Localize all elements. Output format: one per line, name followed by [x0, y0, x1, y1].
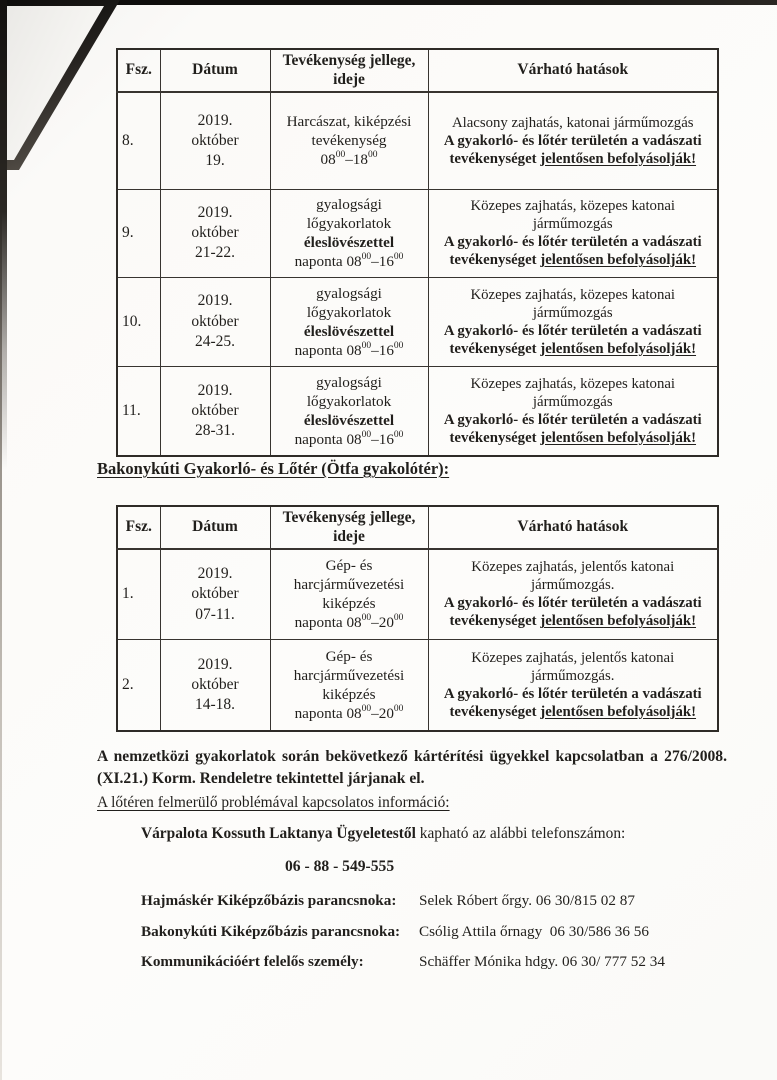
- effects-warning-underlined: jelentősen befolyásolják!: [540, 340, 697, 357]
- table-row: [117, 549, 718, 639]
- header-activity: Tevékenység jellege, ideje: [270, 49, 428, 92]
- table-row: [117, 366, 718, 456]
- time-start: naponta 08: [294, 341, 362, 359]
- date-month: október: [191, 401, 239, 419]
- effects-warning-text: A gyakorló- és lőtér területén a vadászati tevékenységet: [443, 322, 702, 357]
- effects-cell: [428, 92, 718, 189]
- time-start: naponta 08: [294, 253, 362, 271]
- time-end: –20: [371, 614, 394, 632]
- date-days: 14-18.: [194, 696, 236, 713]
- date-month: október: [191, 131, 239, 149]
- time-start-sup: 00: [361, 252, 372, 263]
- header-effects: Várható hatások: [428, 506, 718, 549]
- duty-line-rest: kapható az alábbi telefonszámon:: [415, 825, 626, 842]
- date-cell: [160, 277, 270, 366]
- effects-warning: [433, 233, 714, 269]
- table-row: [117, 189, 718, 277]
- time-end: –16: [371, 253, 394, 271]
- effects-noise: Alacsony zajhatás, katonai járműmozgás: [451, 114, 694, 131]
- date-cell: [160, 92, 270, 189]
- time-end-sup: 00: [393, 429, 404, 440]
- activity-cell: [270, 189, 428, 277]
- fsz-cell: 1.: [117, 549, 160, 639]
- date-year: 2019.: [197, 565, 233, 583]
- date-cell: [160, 366, 270, 456]
- time-start-sup: 00: [361, 703, 372, 714]
- time-start-sup: 00: [361, 429, 372, 440]
- time-end: –20: [371, 704, 394, 722]
- activity-time: [275, 613, 424, 632]
- time-start-sup: 00: [361, 613, 372, 624]
- date-year: 2019.: [197, 655, 233, 673]
- header-effects: Várható hatások: [428, 49, 718, 92]
- legal-paragraph: A nemzetközi gyakorlatok során bekövetkező kártérítési ügyekkel kapcsolatban a 276/2008. (XI.21.) Korm. Rendeletre tekintettel járjanak el.: [97, 748, 727, 787]
- activity-time: [275, 150, 424, 169]
- header-datum: Dátum: [160, 506, 270, 549]
- table-row: [117, 639, 718, 731]
- time-end: –16: [371, 430, 394, 448]
- contact-label: Bakonykúti Kiképzőbázis parancsnoka:: [141, 922, 401, 940]
- activity-cell: [270, 549, 428, 639]
- activity-emphasis: éleslövészettel: [303, 411, 395, 429]
- phone-number: 06 - 88 - 549-555: [285, 858, 395, 875]
- activity-type: Gép- és harcjárművezetési kiképzés: [293, 557, 405, 613]
- effects-noise: Közepes zajhatás, jelentős katonai járműmozgás.: [471, 559, 675, 594]
- date-cell: [160, 639, 270, 731]
- date-days: 24-25.: [194, 332, 236, 350]
- effects-warning-text: A gyakorló- és lőtér területén a vadászati tevékenységet: [443, 411, 702, 446]
- date-year: 2019.: [197, 381, 233, 399]
- schedule-table-1: [116, 48, 719, 457]
- fsz-cell: 8.: [117, 92, 160, 189]
- header-fsz: Fsz.: [117, 506, 160, 549]
- date-days: 28-31.: [194, 422, 236, 439]
- effects-warning-text: A gyakorló- és lőtér területén a vadászati tevékenységet: [443, 234, 702, 269]
- section-heading-bakonykuti: Bakonykúti Gyakorló- és Lőtér (Ötfa gyakolótér):: [97, 459, 450, 478]
- date-month: október: [191, 312, 239, 330]
- header-datum: Dátum: [160, 49, 270, 92]
- duty-office-name: Várpalota Kossuth Laktanya Ügyeletestől: [141, 825, 416, 842]
- fsz-cell: 10.: [117, 277, 160, 366]
- effects-cell: [428, 366, 718, 456]
- time-start: naponta 08: [294, 704, 362, 722]
- date-days: 19.: [205, 152, 225, 169]
- effects-cell: [428, 639, 718, 731]
- scan-left-edge-band: [0, 0, 7, 470]
- date-cell: [160, 189, 270, 277]
- effects-warning: [433, 685, 714, 721]
- activity-cell: [270, 639, 428, 731]
- activity-type: gyalogsági lőgyakorlatok: [306, 373, 392, 410]
- effects-noise: Közepes zajhatás, jelentős katonai járműmozgás.: [471, 649, 675, 684]
- table-header-row: [117, 49, 718, 92]
- activity-time: [275, 252, 424, 271]
- effects-noise: Közepes zajhatás, közepes katonai járműmozgás: [470, 375, 676, 410]
- time-start: 08: [320, 151, 336, 169]
- activity-time: [275, 704, 424, 723]
- activity-type: Gép- és harcjárművezetési kiképzés: [293, 647, 405, 703]
- date-year: 2019.: [197, 203, 233, 221]
- contact-label: Kommunikációért felelős személy:: [141, 953, 364, 970]
- contact-value: Schäffer Mónika hdgy. 06 30/ 777 52 34: [419, 953, 665, 970]
- activity-emphasis: éleslövészettel: [303, 322, 395, 340]
- effects-warning-underlined: jelentősen befolyásolják!: [540, 613, 697, 630]
- time-end-sup: 00: [393, 340, 404, 351]
- date-days: 07-11.: [195, 605, 235, 623]
- date-month: október: [191, 675, 239, 693]
- table-row: [117, 92, 718, 189]
- date-year: 2019.: [197, 111, 233, 129]
- effects-cell: [428, 549, 718, 639]
- info-heading: A lőtéren felmerülő problémával kapcsolatos információ:: [97, 794, 450, 811]
- time-start: naponta 08: [294, 614, 362, 632]
- effects-warning-underlined: jelentősen befolyásolják!: [540, 252, 697, 269]
- time-end: –16: [371, 341, 394, 359]
- date-year: 2019.: [197, 292, 233, 310]
- effects-warning: [433, 411, 714, 447]
- schedule-table-2: [116, 505, 719, 732]
- effects-warning-underlined: jelentősen befolyásolják!: [540, 150, 697, 167]
- effects-warning-text: A gyakorló- és lőtér területén a vadászati tevékenységet: [443, 685, 702, 720]
- time-start-sup: 00: [361, 340, 372, 351]
- effects-warning-underlined: jelentősen befolyásolják!: [540, 429, 697, 446]
- time-end-sup: 00: [393, 613, 404, 624]
- effects-warning-text: A gyakorló- és lőtér területén a vadászati tevékenységet: [443, 132, 702, 167]
- header-activity: Tevékenység jellege, ideje: [270, 506, 428, 549]
- effects-cell: [428, 277, 718, 366]
- activity-time: [275, 430, 424, 449]
- activity-emphasis: éleslövészettel: [303, 234, 395, 252]
- effects-warning: [433, 322, 714, 358]
- effects-warning: [433, 132, 714, 168]
- activity-time: [275, 341, 424, 360]
- header-fsz: Fsz.: [117, 49, 160, 92]
- date-month: október: [191, 224, 239, 242]
- activity-cell: [270, 92, 428, 189]
- time-start: naponta 08: [294, 430, 362, 448]
- fsz-cell: 11.: [117, 366, 160, 456]
- activity-cell: [270, 277, 428, 366]
- fsz-cell: 9.: [117, 189, 160, 277]
- time-end-sup: 00: [393, 252, 404, 263]
- activity-type: gyalogsági lőgyakorlatok: [306, 284, 392, 321]
- time-start-sup: 00: [335, 150, 346, 161]
- contact-label: Hajmáskér Kiképzőbázis parancsnoka:: [141, 892, 397, 909]
- effects-warning: [433, 594, 714, 630]
- contact-list: [141, 892, 665, 971]
- activity-cell: [270, 366, 428, 456]
- date-month: október: [191, 585, 239, 603]
- date-days: 21-22.: [194, 244, 236, 262]
- effects-cell: [428, 189, 718, 277]
- activity-type: gyalogsági lőgyakorlatok: [306, 196, 392, 233]
- time-end-sup: 00: [393, 703, 404, 714]
- effects-noise: Közepes zajhatás, közepes katonai járműmozgás: [470, 286, 676, 321]
- time-end-sup: 00: [367, 150, 378, 161]
- effects-warning-underlined: jelentősen befolyásolják!: [540, 703, 697, 720]
- time-end: –18: [345, 151, 368, 169]
- table-header-row: [117, 506, 718, 549]
- effects-noise: Közepes zajhatás, közepes katonai járműmozgás: [470, 198, 676, 233]
- contact-value: Csólig Attila őrnagy 06 30/586 36 56: [419, 922, 649, 940]
- date-cell: [160, 549, 270, 639]
- table-row: [117, 277, 718, 366]
- fsz-cell: 2.: [117, 639, 160, 731]
- activity-type: Harcászat, kiképzési tevékenység: [286, 113, 412, 150]
- effects-warning-text: A gyakorló- és lőtér területén a vadászati tevékenységet: [443, 595, 702, 630]
- duty-line: [141, 825, 625, 843]
- contact-value: Selek Róbert őrgy. 06 30/815 02 87: [419, 892, 635, 909]
